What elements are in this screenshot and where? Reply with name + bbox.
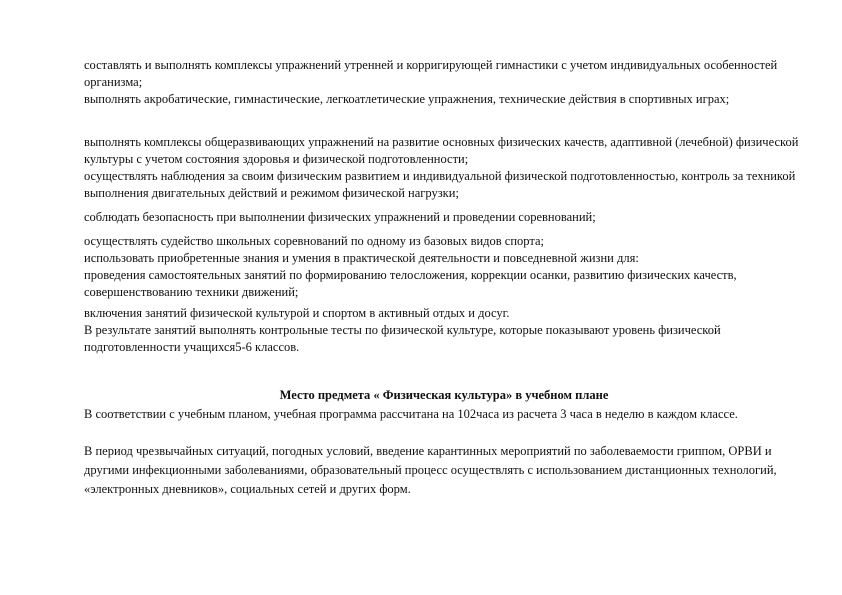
emergency-text: В период чрезвычайных ситуаций, погодных условий, введение карантинных мероприятий по заболеваемости гриппом, ОРВИ и другими инфекционными заболеваниями, образовательный процесс осуществлять с использованием дистанционных технологий, «электронных дневников», социальных сетей и других форм. (84, 444, 777, 496)
plan-text: В соответствии с учебным планом, учебная программа рассчитана на 102часа из расчета 3 часа в неделю в каждом классе. (84, 407, 738, 421)
result-paragraph: В результате занятий выполнять контрольные тесты по физической культуре, которые показывают уровень физической подготовленности учащихся5-6 классов. (84, 323, 721, 354)
list-group-2 (84, 134, 804, 168)
list-item: осуществлять судейство школьных соревнований по одному из базовых видов спорта; (84, 234, 545, 248)
section-title: Место предмета « Физическая культура» в учебном плане (279, 388, 609, 402)
list-item: соблюдать безопасность при выполнении физических упражнений и проведении соревнований; (84, 210, 596, 224)
list-item: выполнять акробатические, гимнастические, легкоатлетические упражнения, технические действия в спортивных играх; (84, 92, 730, 106)
list-item: осуществлять наблюдения за своим физическим развитием и индивидуальной физической подготовленностью, контроль за техникой выполнения двигательных действий и режимом физической нагрузки; (84, 169, 796, 200)
list-item: выполнять комплексы общеразвивающих упражнений на развитие основных физических качеств, адаптивной (лечебной) физической культуры с учетом состояния здоровья и физической подготовленности; (84, 135, 799, 166)
emergency-paragraph (84, 442, 804, 499)
list-group-3 (84, 168, 804, 202)
list-group-4 (84, 209, 804, 226)
list-item: составлять и выполнять комплексы упражнений утренней и корригирующей гимнастики с учетом индивидуальных особенностей организма; (84, 58, 778, 89)
list-item: использовать приобретенные знания и умения в практической деятельности и повседневной жизни для: (84, 251, 639, 265)
list-group-6 (84, 305, 804, 356)
list-item: включения занятий физической культурой и спортом в активный отдых и досуг. (84, 306, 510, 320)
list-item: проведения самостоятельных занятий по формированию телосложения, коррекции осанки, развитию физических качеств, совершенствованию техники движений; (84, 268, 737, 299)
plan-paragraph (84, 406, 804, 423)
list-group-1 (84, 57, 804, 108)
list-group-5 (84, 233, 804, 301)
